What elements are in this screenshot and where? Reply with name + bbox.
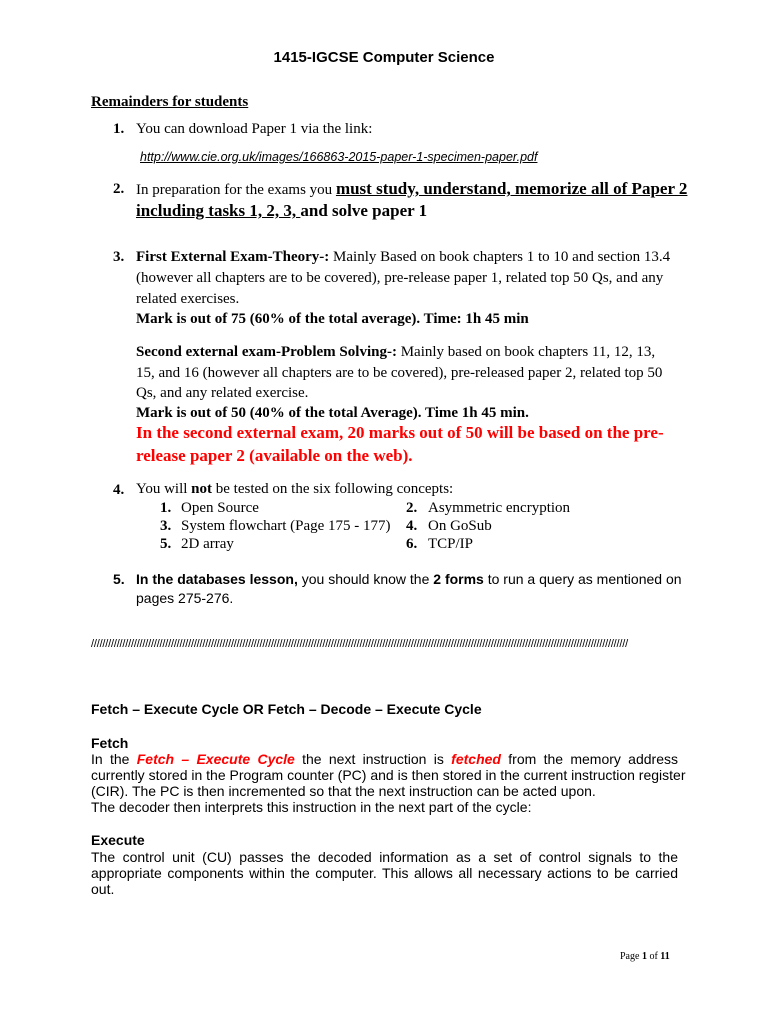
footer-of-word: of: [646, 951, 661, 962]
fetch-line2: currently stored in the Program counter (PC) and is then stored in the current instruction register: [91, 767, 686, 783]
fetch-text-b: the next instruction is: [294, 751, 452, 767]
red-notice-line2: release paper 2 (available on the web).: [136, 446, 413, 465]
item-5-text-a: you should know the: [297, 571, 434, 587]
item-5-number: 5.: [113, 571, 125, 587]
item-1-number: 1.: [113, 121, 125, 137]
fetched-term: fetched: [451, 751, 501, 767]
execute-line2: appropriate components within the computer. This allows all necessary actions to be carried: [91, 865, 678, 881]
first-exam-label: First External Exam-Theory-:: [136, 249, 330, 265]
first-exam-text: Mainly Based on book chapters 1 to 10 and section 13.4: [329, 249, 671, 265]
item-4-number: 4.: [113, 482, 125, 498]
concept-number: 4.: [406, 518, 418, 534]
fetch-text-c: from the memory address: [500, 751, 678, 767]
fetch-line3: (CIR). The PC is then incremented so that the next instruction can be acted upon.: [91, 783, 596, 799]
item-2-text-b: and solve paper 1: [300, 201, 428, 220]
slash-divider: ////////////////////////////////////////////////////////////////////////////////////////////////////////////////////////////////////////////////////////////////////////////////////////////: [91, 638, 628, 650]
item-2-emphasis-2: including tasks 1, 2, 3,: [136, 201, 301, 220]
fetch-execute-heading: Fetch – Execute Cycle OR Fetch – Decode – Execute Cycle: [91, 701, 482, 717]
page-title: 1415-IGCSE Computer Science: [273, 49, 495, 66]
item-3-second-line3: Qs, and any related exercise.: [136, 385, 309, 401]
concept-label: TCP/IP: [428, 536, 474, 552]
fetch-line1: [91, 751, 678, 767]
item-3-number: 3.: [113, 249, 125, 265]
item-2-number: 2.: [113, 181, 125, 197]
first-exam-mark: Mark is out of 75 (60% of the total average). Time: 1h 45 min: [136, 311, 529, 327]
item-5-line1: [136, 570, 682, 589]
item-5-bold-b: 2 forms: [433, 571, 484, 587]
fetch-subheading: Fetch: [91, 735, 129, 751]
page-number-footer: [620, 951, 670, 962]
execute-line1: The control unit (CU) passes the decoded information as a set of control signals to the: [91, 849, 678, 865]
concept-label: 2D array: [181, 536, 234, 552]
footer-total: 11: [660, 951, 670, 962]
reminders-heading: Remainders for students: [91, 94, 249, 110]
fetch-text-a: In the: [91, 751, 137, 767]
fetch-line4: The decoder then interprets this instruction in the next part of the cycle:: [91, 799, 532, 815]
item-3-first-line3: related exercises.: [136, 291, 240, 307]
second-exam-text: Mainly based on book chapters 11, 12, 13,: [396, 344, 656, 360]
item-4-text-b: be tested on the six following concepts:: [212, 481, 454, 497]
item-5-bold-a: In the databases lesson,: [136, 571, 298, 587]
item-3-first-line1: [136, 247, 670, 268]
second-exam-label: Second external exam-Problem Solving-:: [136, 344, 397, 360]
concept-label: On GoSub: [428, 518, 492, 534]
concept-number: 6.: [406, 536, 418, 552]
item-4-text: [136, 479, 453, 500]
item-4-not: not: [191, 481, 213, 497]
concept-label: System flowchart (Page 175 - 177): [181, 518, 391, 534]
item-5-text-b: to run a query as mentioned on: [483, 571, 682, 587]
concept-number: 3.: [160, 518, 172, 534]
red-notice-line1: In the second external exam, 20 marks out of 50 will be based on the pre-: [136, 423, 664, 442]
item-1-text: You can download Paper 1 via the link:: [136, 121, 373, 137]
footer-page-num: 1: [641, 951, 647, 962]
item-4-text-a: You will: [136, 481, 192, 497]
item-5-line2: pages 275-276.: [136, 590, 234, 606]
item-3-first-line2: (however all chapters are to be covered), pre-release paper 1, related top 50 Qs, and any: [136, 270, 664, 286]
concept-number: 2.: [406, 500, 418, 516]
fetch-execute-cycle-term: Fetch – Execute Cycle: [136, 751, 295, 767]
footer-page-word: Page: [620, 951, 642, 962]
concept-label: Asymmetric encryption: [428, 500, 571, 516]
paper1-download-link[interactable]: http://www.cie.org.uk/images/166863-2015-paper-1-specimen-paper.pdf: [140, 150, 538, 164]
item-2-emphasis-1: must study, understand, memorize all of Paper 2: [335, 179, 688, 198]
execute-line3: out.: [91, 881, 115, 897]
concept-number: 5.: [160, 536, 172, 552]
item-2-line1: [136, 178, 687, 201]
second-exam-mark: Mark is out of 50 (40% of the total Average). Time 1h 45 min.: [136, 405, 529, 421]
item-3-second-line1: [136, 342, 655, 363]
execute-subheading: Execute: [91, 832, 145, 848]
concept-number: 1.: [160, 500, 172, 516]
item-2-text-a: In preparation for the exams you: [136, 182, 336, 198]
concept-label: Open Source: [181, 500, 259, 516]
item-2-line2: [136, 200, 427, 223]
item-3-second-line2: 15, and 16 (however all chapters are to be covered), pre-released paper 2, related top 50: [136, 365, 663, 381]
